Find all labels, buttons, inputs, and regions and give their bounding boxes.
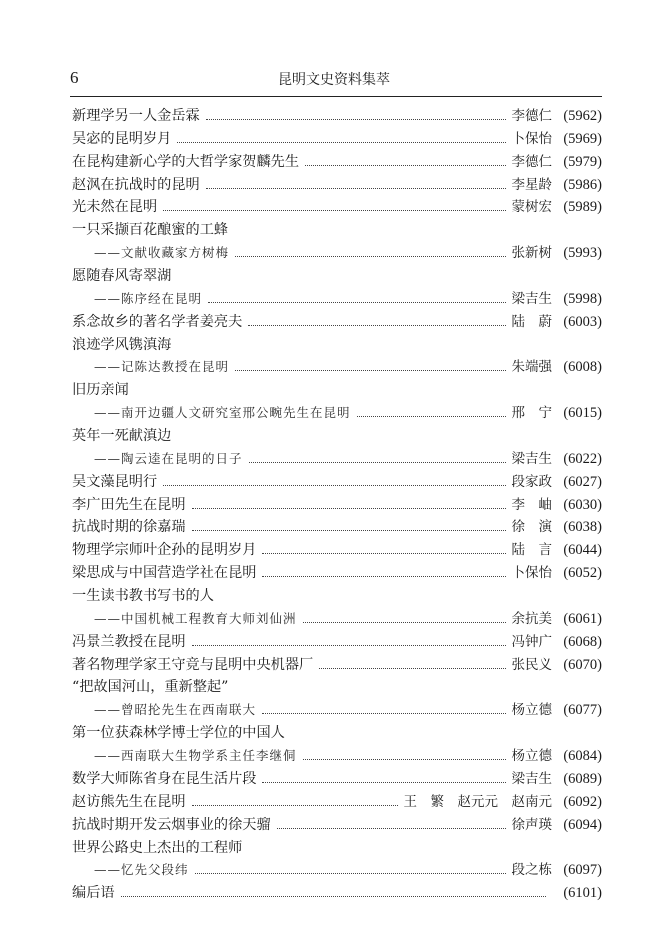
toc-author: 梁吉生	[511, 450, 552, 467]
toc-author: 杨立德	[511, 748, 552, 765]
toc-page-number: (6027)	[563, 473, 602, 490]
dot-leader	[305, 165, 505, 166]
toc-heading[interactable]	[72, 379, 602, 402]
toc-page-number: (5962)	[563, 108, 602, 124]
toc-author: 陆 言	[511, 542, 552, 559]
header-rule	[70, 96, 602, 97]
toc-subtitle: ——曾昭抡先生在西南联大	[94, 702, 257, 718]
toc-subtitle-entry[interactable]	[72, 448, 602, 471]
toc-subtitle-entry[interactable]	[72, 745, 602, 768]
toc-page-number: (5998)	[563, 290, 602, 307]
dot-leader	[192, 805, 398, 806]
toc-entry[interactable]	[72, 539, 602, 562]
dot-leader	[192, 645, 506, 646]
toc-title: 光未然在昆明	[72, 199, 158, 216]
dot-leader	[262, 713, 505, 714]
toc-subtitle: ——记陈达教授在昆明	[94, 359, 230, 375]
toc-author: 卜保怡	[511, 565, 552, 582]
toc-subtitle: ——西南联大生物学系主任李继侗	[94, 748, 297, 764]
toc-author: 朱端强	[511, 359, 552, 376]
dot-leader	[357, 416, 506, 417]
page-number: 6	[70, 68, 79, 87]
toc-title: 系念故乡的著名学者姜亮夫	[72, 313, 243, 330]
dot-leader	[206, 188, 506, 189]
toc-page-number: (6068)	[563, 633, 602, 650]
toc-page-number: (6003)	[563, 313, 602, 330]
toc-page-number: (6070)	[563, 656, 602, 673]
toc-title: 李广田先生在昆明	[72, 496, 186, 513]
toc-subtitle: ——文献收藏家方树梅	[94, 245, 230, 261]
toc-entry[interactable]	[72, 494, 602, 517]
dot-leader	[249, 462, 506, 463]
toc-entry[interactable]	[72, 791, 602, 814]
toc-entry[interactable]	[72, 471, 602, 494]
toc-author: 李德仁	[511, 108, 552, 124]
dot-leader	[235, 256, 505, 257]
dot-leader	[235, 370, 505, 371]
toc-title: 英年一死献滇边	[72, 428, 172, 445]
toc-page-number: (6008)	[563, 359, 602, 376]
toc-author: 冯钟广	[511, 633, 552, 650]
toc-author: 徐 演	[511, 519, 552, 536]
toc-author: 李星龄	[511, 176, 552, 193]
toc-subtitle-entry[interactable]	[72, 859, 602, 882]
toc-title: “把故国河山，重新整起”	[72, 679, 229, 696]
toc-title: 抗战时期开发云烟事业的徐天骝	[72, 816, 271, 833]
table-of-contents	[72, 105, 602, 905]
toc-page-number: (5979)	[563, 153, 602, 170]
toc-author: 梁吉生	[511, 290, 552, 307]
toc-author: 徐声瑛	[511, 816, 552, 833]
toc-heading[interactable]	[72, 334, 602, 357]
toc-heading[interactable]	[72, 676, 602, 699]
toc-page-number: (6052)	[563, 565, 602, 582]
toc-page-number: (6038)	[563, 519, 602, 536]
toc-author: 陆 蔚	[511, 313, 552, 330]
toc-entry[interactable]	[72, 562, 602, 585]
toc-subtitle-entry[interactable]	[72, 699, 602, 722]
toc-page-number: (6022)	[563, 450, 602, 467]
toc-subtitle-entry[interactable]	[72, 242, 602, 265]
toc-entry[interactable]	[72, 105, 602, 128]
toc-page-number: (6097)	[563, 862, 602, 879]
toc-heading[interactable]	[72, 837, 602, 860]
toc-title: 愿随春风寄翠湖	[72, 268, 172, 285]
dot-leader	[262, 576, 505, 577]
dot-leader	[163, 485, 505, 486]
toc-entry[interactable]	[72, 654, 602, 677]
toc-title: 一只采撷百花酿蜜的工蜂	[72, 222, 229, 239]
toc-page-number: (6101)	[563, 885, 602, 902]
toc-title: 新理学另一人金岳霖	[72, 108, 200, 124]
dot-leader	[303, 622, 506, 623]
toc-author: 张民义	[511, 656, 552, 673]
toc-page-number: (6030)	[563, 496, 602, 513]
toc-subtitle-entry[interactable]	[72, 608, 602, 631]
toc-author: 李 岫	[511, 496, 552, 513]
toc-page-number: (6015)	[563, 405, 602, 422]
dot-leader	[177, 142, 505, 143]
toc-entry[interactable]	[72, 311, 602, 334]
toc-subtitle: ——陶云逵在昆明的日子	[94, 450, 243, 466]
dot-leader	[192, 508, 506, 509]
toc-heading[interactable]	[72, 585, 602, 608]
toc-title: 数学大师陈省身在昆生活片段	[72, 770, 257, 787]
toc-entry[interactable]	[72, 151, 602, 174]
toc-title: 世界公路史上杰出的工程师	[72, 839, 243, 856]
toc-page-number: (6089)	[563, 770, 602, 787]
dot-leader	[195, 873, 506, 874]
toc-page-number: (5989)	[563, 199, 602, 216]
dot-leader	[192, 530, 506, 531]
toc-entry[interactable]	[72, 814, 602, 837]
toc-page-number: (6094)	[563, 816, 602, 833]
toc-subtitle-entry[interactable]	[72, 288, 602, 311]
toc-title: 梁思成与中国营造学社在昆明	[72, 565, 257, 582]
toc-author: 卜保怡	[511, 130, 552, 147]
toc-title: 吴文藻昆明行	[72, 473, 158, 490]
toc-page-number: (5986)	[563, 176, 602, 193]
toc-subtitle: ——陈序经在昆明	[94, 290, 203, 306]
toc-author: 蒙树宏	[511, 199, 552, 216]
toc-title: 浪迹学风镌滇海	[72, 336, 172, 353]
dot-leader	[262, 553, 505, 554]
toc-entry[interactable]	[72, 196, 602, 219]
toc-entry[interactable]	[72, 128, 602, 151]
toc-author: 段之栋	[511, 862, 552, 879]
dot-leader	[319, 668, 505, 669]
dot-leader	[248, 325, 505, 326]
toc-page-number: (6077)	[563, 702, 602, 719]
dot-leader	[277, 828, 506, 829]
toc-heading[interactable]	[72, 219, 602, 242]
toc-title: 一生读书教书写书的人	[72, 588, 214, 605]
toc-entry[interactable]	[72, 174, 602, 197]
dot-leader	[262, 782, 505, 783]
toc-entry[interactable]	[72, 516, 602, 539]
toc-author: 杨立德	[511, 702, 552, 719]
toc-author: 张新树	[511, 245, 552, 262]
toc-subtitle: ——中国机械工程教育大师刘仙洲	[94, 610, 297, 626]
toc-title: 第一位获森林学博士学位的中国人	[72, 725, 285, 742]
toc-title: 在昆构建新心学的大哲学家贺麟先生	[72, 153, 300, 170]
toc-title: 抗战时期的徐嘉瑞	[72, 519, 186, 536]
dot-leader	[303, 759, 506, 760]
toc-page-number: (6044)	[563, 542, 602, 559]
toc-author: 王 繁 赵元元 赵南元	[403, 793, 552, 810]
toc-heading[interactable]	[72, 265, 602, 288]
book-title: 昆明文史资料集萃	[278, 72, 390, 88]
toc-page-number: (6061)	[563, 610, 602, 627]
toc-entry[interactable]	[72, 882, 602, 905]
toc-entry[interactable]	[72, 631, 602, 654]
toc-page-number: (6084)	[563, 748, 602, 765]
toc-title: 赵访熊先生在昆明	[72, 793, 186, 810]
toc-subtitle: ——南开边疆人文研究室邢公畹先生在昆明	[94, 405, 351, 421]
dot-leader	[121, 896, 546, 897]
dot-leader	[163, 210, 505, 211]
toc-heading[interactable]	[72, 722, 602, 745]
toc-page-number: (6092)	[563, 793, 602, 810]
toc-title: 旧历亲闻	[72, 382, 129, 399]
toc-author: 段家政	[511, 473, 552, 490]
page-header	[70, 66, 598, 92]
toc-title: 物理学宗师叶企孙的昆明岁月	[72, 542, 257, 559]
dot-leader	[206, 119, 506, 120]
toc-page-number: (5969)	[563, 130, 602, 147]
toc-author: 李德仁	[511, 153, 552, 170]
toc-author: 余抗美	[511, 610, 552, 627]
toc-author: 梁吉生	[511, 770, 552, 787]
toc-subtitle: ——忆先父段纬	[94, 862, 189, 878]
toc-title: 著名物理学家王守竞与昆明中央机器厂	[72, 656, 314, 673]
toc-entry[interactable]	[72, 768, 602, 791]
toc-title: 赵沨在抗战时的昆明	[72, 176, 200, 193]
toc-author: 邢 宁	[511, 405, 552, 422]
toc-title: 编后语	[72, 885, 115, 902]
toc-subtitle-entry[interactable]	[72, 402, 602, 425]
toc-title: 吴宓的昆明岁月	[72, 130, 172, 147]
dot-leader	[208, 302, 505, 303]
toc-subtitle-entry[interactable]	[72, 356, 602, 379]
toc-heading[interactable]	[72, 425, 602, 448]
toc-title: 冯景兰教授在昆明	[72, 633, 186, 650]
toc-page-number: (5993)	[563, 245, 602, 262]
